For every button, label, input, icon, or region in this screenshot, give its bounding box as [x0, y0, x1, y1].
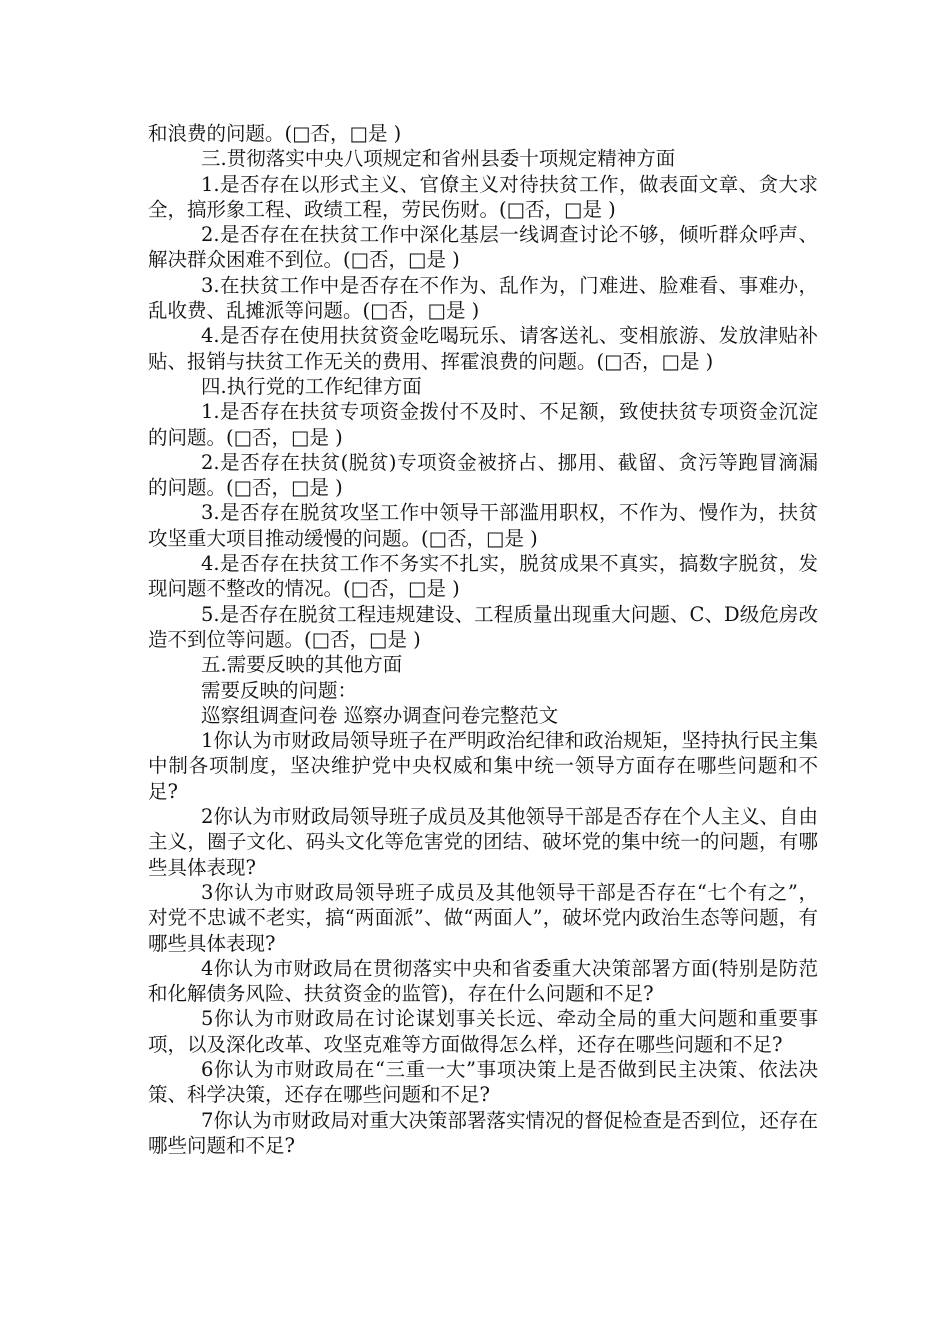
survey-question: 3你认为市财政局领导班子成员及其他领导干部是否存在“七个有之”，对党不忠诚不老实，搞“两面派”、做“两面人”，破坏党内政治生态等问题，有哪些具体表现?	[148, 880, 818, 955]
survey-question: 4你认为市财政局在贯彻落实中央和省委重大决策部署方面(特别是防范和化解债务风险、扶贫资金的监管)，存在什么问题和不足?	[148, 956, 818, 1006]
survey-question: 7你认为市财政局对重大决策部署落实情况的督促检查是否到位，还存在哪些问题和不足?	[148, 1108, 818, 1157]
section-heading-3: 三.贯彻落实中央八项规定和省州县委十项规定精神方面	[201, 147, 676, 171]
question-item: 1.是否存在扶贫专项资金拨付不及时、不足额，致使扶贫专项资金沉淀的问题。(□否，□是 )	[148, 400, 818, 449]
question-item: 1.是否存在以形式主义、官僚主义对待扶贫工作，做表面文章、贪大求全，搞形象工程、政绩工程，劳民伤财。(□否，□是 )	[148, 172, 818, 221]
document-subtitle: 巡察组调查问卷 巡察办调查问卷完整范文	[201, 703, 559, 727]
survey-question: 6你认为市财政局在“三重一大”事项决策上是否做到民主决策、依法决策、科学决策，还存在哪些问题和不足?	[148, 1057, 818, 1107]
survey-question: 2你认为市财政局领导班子成员及其他领导干部是否存在个人主义、自由主义，圈子文化、码头文化等危害党的团结、破坏党的集中统一的问题，有哪些具体表现?	[148, 805, 818, 879]
issues-label: 需要反映的问题：	[201, 678, 358, 702]
section-heading-5: 五.需要反映的其他方面	[201, 653, 403, 677]
paragraph-continuation: 和浪费的问题。(□否，□是 )	[148, 122, 402, 145]
question-item: 3.是否存在脱贫攻坚工作中领导干部滥用职权，不作为、慢作为，扶贫攻坚重大项目推动缓慢的问题。(□否，□是 )	[148, 501, 818, 550]
question-item: 2.是否存在在扶贫工作中深化基层一线调查讨论不够，倾听群众呼声、解决群众困难不到位。(□否，□是 )	[148, 223, 818, 272]
question-item: 3.在扶贫工作中是否存在不作为、乱作为，门难进、脸难看、事难办，乱收费、乱摊派等问题。(□否，□是 )	[148, 273, 818, 323]
survey-question: 5你认为市财政局在讨论谋划事关长远、牵动全局的重大问题和重要事项，以及深化改革、攻坚克难等方面做得怎么样，还存在哪些问题和不足?	[148, 1007, 818, 1056]
question-item: 4.是否存在扶贫工作不务实不扎实，脱贫成果不真实，搞数字脱贫，发现问题不整改的情况。(□否，□是 )	[148, 552, 818, 601]
question-item: 4.是否存在使用扶贫资金吃喝玩乐、请客送礼、变相旅游、发放津贴补贴、报销与扶贫工作无关的费用、挥霍浪费的问题。(□否，□是 )	[148, 324, 818, 373]
document-body	[148, 121, 818, 1158]
question-item: 5.是否存在脱贫工程违规建设、工程质量出现重大问题、C、D级危房改造不到位等问题。(□否，□是 )	[148, 602, 818, 651]
section-heading-4: 四.执行党的工作纪律方面	[201, 374, 422, 398]
survey-question: 1你认为市财政局领导班子在严明政治纪律和政治规矩，坚持执行民主集中制各项制度，坚决维护党中央权威和集中统一领导方面存在哪些问题和不足?	[148, 729, 818, 803]
question-item: 2.是否存在扶贫(脱贫)专项资金被挤占、挪用、截留、贪污等跑冒滴漏的问题。(□否，□是 )	[148, 450, 818, 500]
